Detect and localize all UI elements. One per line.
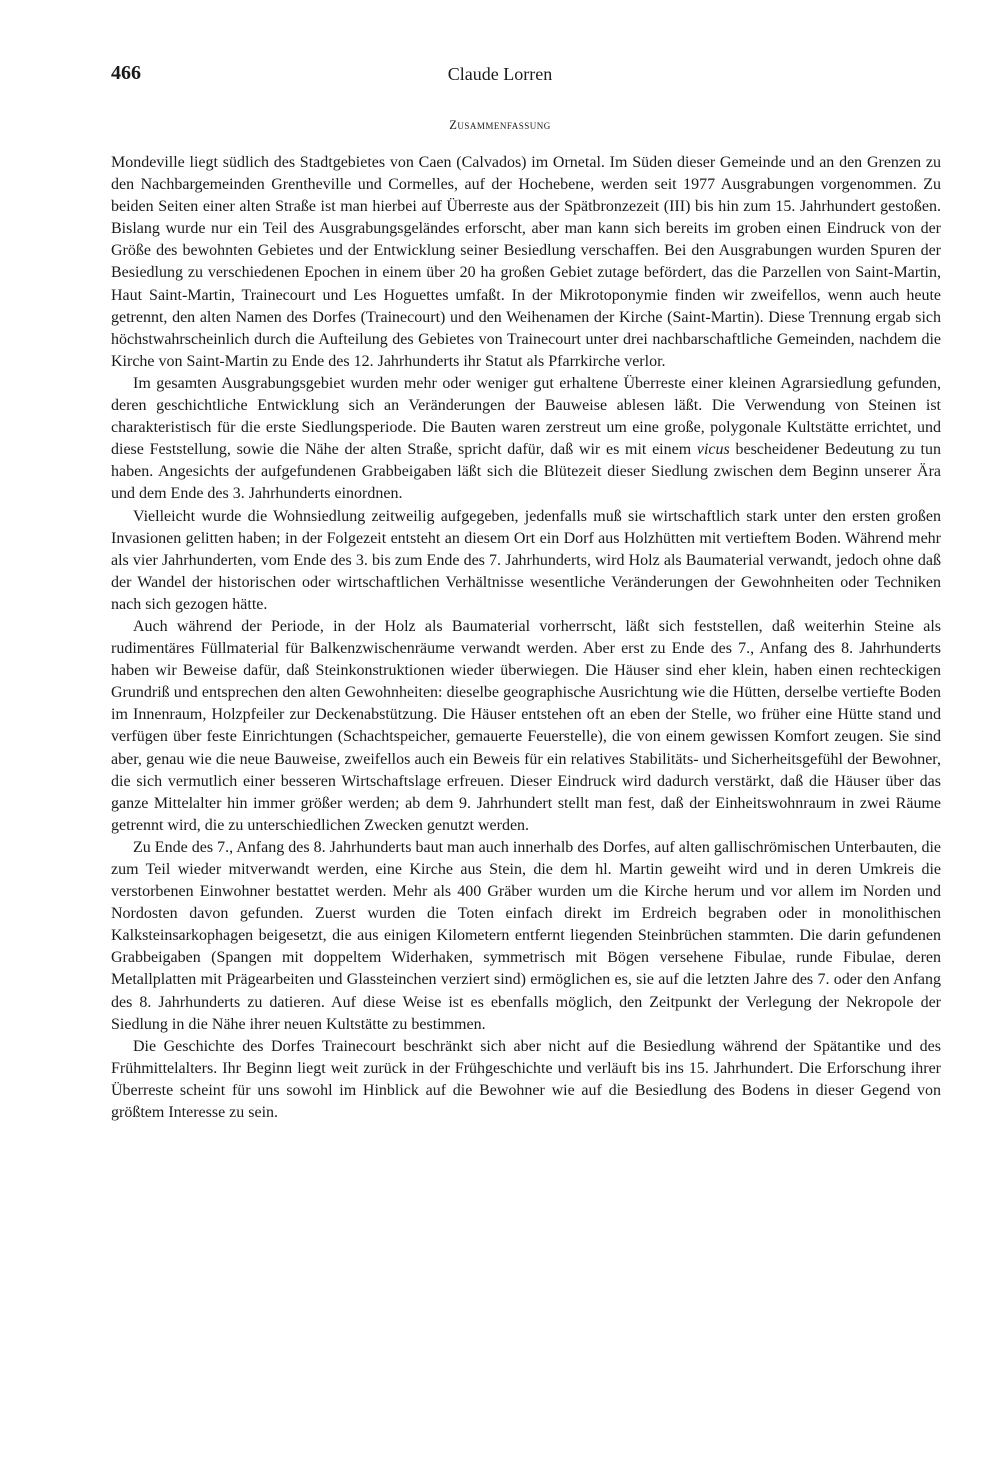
paragraph-1: Mondeville liegt südlich des Stadtgebietes von Caen (Calvados) im Ornetal. Im Süden dieser Gemeinde und an den Grenzen zu den Nachbargemeinden Grentheville und Cormelles, auf der Hochebene, werden seit 1977 Ausgrabungen vorgenommen. Zu beiden Seiten einer alten Straße ist man hierbei auf Überreste aus der Spätbronzezeit (III) bis hin zum 15. Jahrhundert gestoßen. Bislang wurde nur ein Teil des Ausgrabungsgeländes erforscht, aber man kann sich bereits im groben einen Eindruck von der Größe des bewohnten Gebietes und der Entwicklung seiner Besiedlung verschaffen. Bei den Ausgrabungen wurden Spuren der Besiedlung zu verschiedenen Epochen in einem über 20 ha großen Gebiet zutage befördert, das die Parzellen von Saint-Martin, Haut Saint-Martin, Trainecourt und Les Hoguettes umfaßt. In der Mikrotoponymie finden wir zweifellos, wenn auch heute getrennt, den alten Namen des Dorfes (Trainecourt) und den Weihenamen der Kirche (Saint-Martin). Diese Trennung ergab sich höchstwahrscheinlich durch die Aufteilung des Gebietes von Trainecourt unter drei nachbarschaftliche Gemeinden, nachdem die Kirche von Saint-Martin zu Ende des 12. Jahrhunderts ihr Statut als Pfarrkirche verlor.	[111, 154, 941, 370]
running-head-author: Claude Lorren	[447, 64, 553, 84]
paragraph-2-part-1: Im gesamten Ausgrabungsgebiet wurden mehr oder weniger gut erhaltene Überreste einer kleinen Agrarsiedlung gefunden, deren geschichtliche Entwicklung sich an Veränderungen der Bauweise ablesen läßt. Die Verwendung von Steinen ist charakteristisch für die erste Siedlungsperiode. Die Bauten waren zerstreut um eine große, polygonale Kultstätte errichtet, und diese Feststellung, sowie die Nähe der alten Straße, spricht dafür, daß wir es mit einem	[111, 374, 941, 459]
paragraph-2-part-2: bescheidener Bedeutung zu tun haben. Angesichts der aufgefundenen Grabbeigaben läßt sich die Blütezeit dieser Siedlung zwischen dem Beginn unserer Ära und dem Ende des 3. Jahrhunderts einordnen.	[111, 441, 941, 503]
paragraph-2	[111, 373, 941, 506]
paragraph-6: Die Geschichte des Dorfes Trainecourt beschränkt sich aber nicht auf die Besiedlung während der Spätantike und des Frühmittelalters. Ihr Beginn liegt weit zurück in der Frühgeschichte und verläuft bis ins 15. Jahrhundert. Die Erforschung ihrer Überreste scheint für uns sowohl im Hinblick auf die Bewohner wie auf die Besiedlung des Bodens in dieser Gegend von größtem Interesse zu sein.	[111, 1037, 941, 1122]
paragraph-5: Zu Ende des 7., Anfang des 8. Jahrhunderts baut man auch innerhalb des Dorfes, auf alten gallischrömischen Unterbauten, die zum Teil wieder mitverwandt werden, eine Kirche aus Stein, die dem hl. Martin geweiht wird und in deren Umkreis die verstorbenen Einwohner bestattet werden. Mehr als 400 Gräber wurden um die Kirche herum und vor allem im Norden und Nordosten davon gefunden. Zuerst wurden die Toten einfach direkt im Erdreich begraben oder in monolithischen Kalksteinsarkophagen beigesetzt, die aus einigen Kilometern entfernt liegenden Steinbrüchen stammten. Die darin gefundenen Grabbeigaben (Spangen mit doppeltem Widerhaken, symmetrisch mit Bögen versehene Fibulae, runde Fibulae, deren Metallplatten mit Prägearbeiten und Glassteinchen verziert sind) ermöglichen es, sie auf die letzten Jahre des 7. oder den Anfang des 8. Jahrhunderts zu datieren. Auf diese Weise ist es ebenfalls möglich, den Zeitpunkt der Verlegung der Nekropole der Siedlung in die Nähe ihrer neuen Kultstätte zu bestimmen.	[111, 838, 941, 1033]
page-number: 466	[111, 62, 141, 84]
section-heading: Zusammenfassung	[449, 118, 551, 132]
paragraph-3: Vielleicht wurde die Wohnsiedlung zeitweilig aufgegeben, jedenfalls muß sie wirtschaftlich stark unter den ersten großen Invasionen gelitten haben; in der Folgezeit entsteht an diesem Ort ein Dorf aus Holzhütten mit vertieftem Boden. Während mehr als vier Jahrhunderten, vom Ende des 3. bis zum Ende des 7. Jahrhunderts, wird Holz als Baumaterial verwandt, jedoch ohne daß der Wandel der historischen oder wirtschaftlichen Verhältnisse wesentliche Veränderungen der Gewohnheiten oder Techniken nach sich gezogen hätte.	[111, 507, 941, 613]
body-text	[111, 152, 941, 1124]
paragraph-2-italic-term: vicus	[696, 441, 730, 459]
paragraph-4: Auch während der Periode, in der Holz als Baumaterial vorherrscht, läßt sich feststellen, daß weiterhin Steine als rudimentäres Füllmaterial für Balkenzwischenräume verwandt werden. Aber erst zu Ende des 7., Anfang des 8. Jahrhunderts haben wir Beweise dafür, daß Steinkonstruktionen wieder überwiegen. Die Häuser sind eher klein, haben einen rechteckigen Grundriß und entsprechen den alten Gewohnheiten: dieselbe geographische Ausrichtung wie die Hütten, derselbe vertiefte Boden im Innenraum, Holzpfeiler zur Deckenabstützung. Die Häuser entstehen oft an eben der Stelle, wo früher eine Hütte stand und verfügen über feste Einrichtungen (Schachtspeicher, gemauerte Feuerstelle), die von einem gewissen Komfort zeugen. Sie sind aber, genau wie die neue Bauweise, zweifellos auch ein Beweis für ein relatives Stabilitäts- und Sicherheitsgefühl der Bewohner, die sich vermutlich einer besseren Wirtschaftslage erfreuen. Dieser Eindruck wird dadurch verstärkt, daß die Häuser über das ganze Mittelalter hin immer größer werden; ab dem 9. Jahrhundert stellt man fest, daß der Einheitswohnraum in zwei Räume getrennt wird, die zu unterschiedlichen Zwecken genutzt werden.	[111, 617, 941, 834]
